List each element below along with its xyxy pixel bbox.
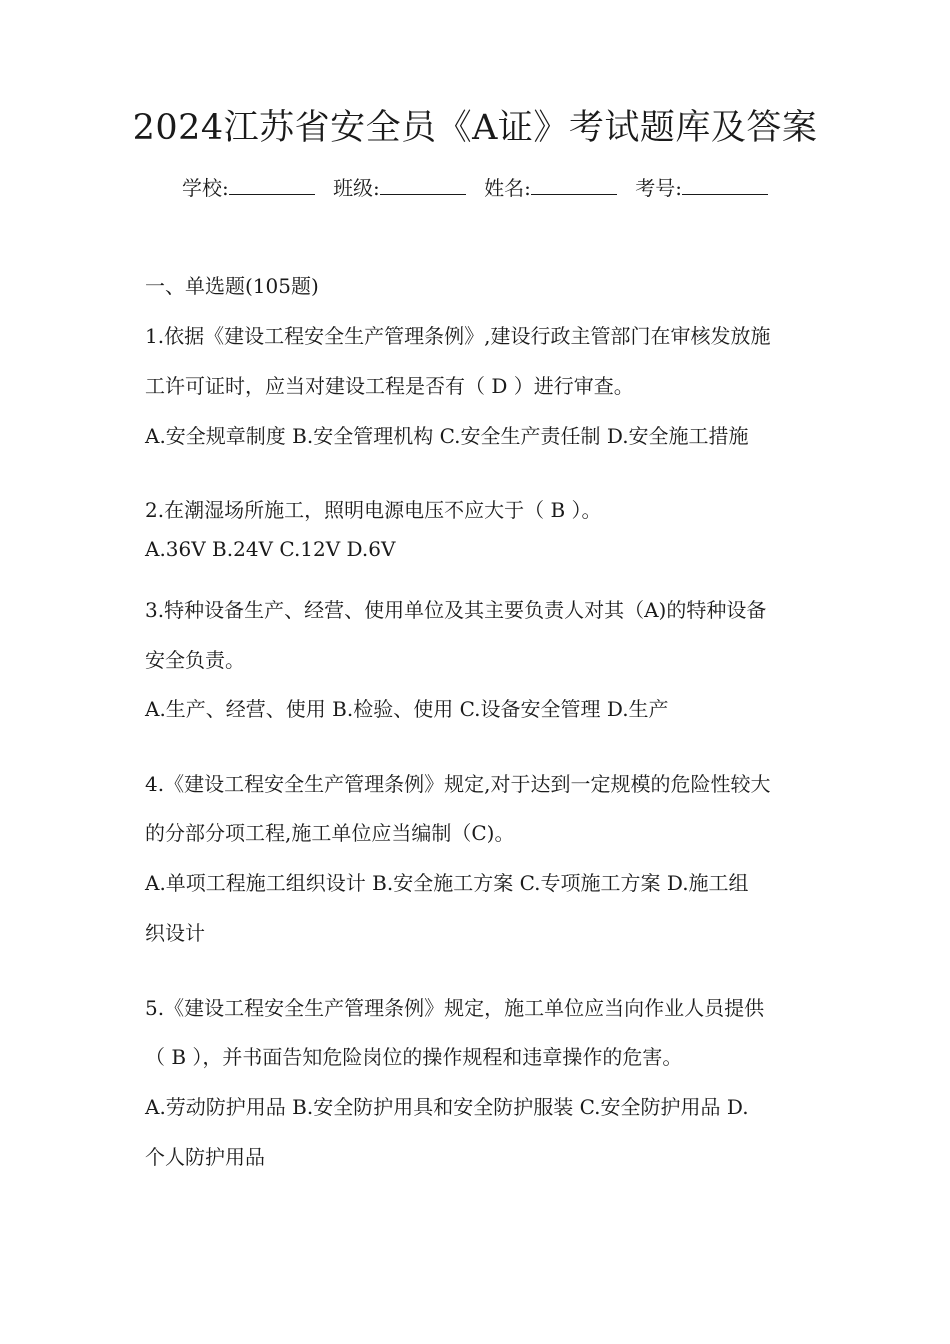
- question-2-options: A.36V B.24V C.12V D.6V: [145, 537, 396, 561]
- question-2-text-line-1: 2.在潮湿场所施工，照明电源电压不应大于（ B ）。: [145, 498, 602, 522]
- question-3-text-line-1: 3.特种设备生产、经营、使用单位及其主要负责人对其（A)的特种设备: [145, 598, 767, 622]
- question-4-text-line-2: 的分部分项工程,施工单位应当编制（C)。: [145, 821, 515, 845]
- question-5-options-line-1: A.劳动防护用品 B.安全防护用具和安全防护服装 C.安全防护用品 D.: [145, 1095, 749, 1119]
- question-1-text-line-2: 工许可证时，应当对建设工程是否有（ D ）进行审查。: [145, 374, 634, 398]
- class-label: 班级:: [333, 176, 380, 200]
- question-1-text-line-1: 1.依据《建设工程安全生产管理条例》,建设行政主管部门在审核发放施: [145, 324, 771, 348]
- document-title: 2024江苏省安全员《A证》考试题库及答案: [132, 108, 818, 148]
- question-5-text-line-2: （ B ），并书面告知危险岗位的操作规程和违章操作的危害。: [145, 1045, 683, 1069]
- question-5-text-line-1: 5.《建设工程安全生产管理条例》规定，施工单位应当向作业人员提供: [145, 996, 765, 1020]
- question-1-options: A.安全规章制度 B.安全管理机构 C.安全生产责任制 D.安全施工措施: [145, 424, 749, 448]
- question-4-options-line-2: 织设计: [145, 921, 205, 945]
- name-blank[interactable]: [531, 176, 617, 195]
- question-4-options-line-1: A.单项工程施工组织设计 B.安全施工方案 C.专项施工方案 D.施工组: [145, 871, 749, 895]
- question-5-options-line-2: 个人防护用品: [145, 1145, 265, 1169]
- question-3-options: A.生产、经营、使用 B.检验、使用 C.设备安全管理 D.生产: [145, 697, 669, 721]
- name-label: 姓名:: [484, 176, 531, 200]
- school-blank[interactable]: [229, 176, 315, 195]
- exam-number-blank[interactable]: [682, 176, 768, 195]
- school-label: 学校:: [181, 176, 229, 200]
- question-4-text-line-1: 4.《建设工程安全生产管理条例》规定,对于达到一定规模的危险性较大: [145, 772, 771, 796]
- student-info-line: [0, 172, 950, 201]
- exam-number-label: 考号:: [635, 176, 683, 200]
- section-heading: 一、单选题(105题): [145, 274, 319, 298]
- question-3-text-line-2: 安全负责。: [145, 648, 245, 672]
- class-blank[interactable]: [380, 176, 466, 195]
